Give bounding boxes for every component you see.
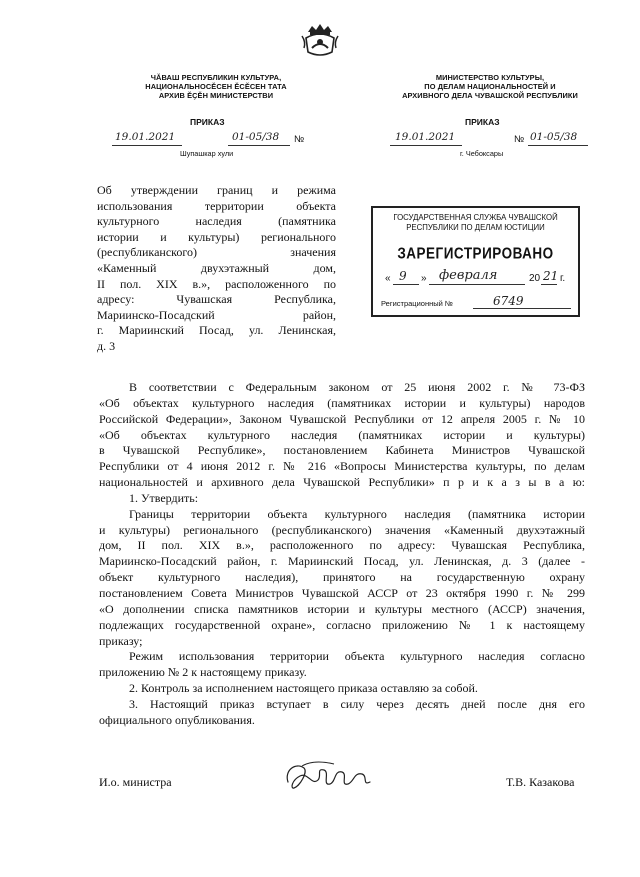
date-underline	[112, 145, 182, 146]
body-line: подлежащих государственной охране», согласно приложению № 1 к настоящему	[99, 617, 585, 632]
body-line: Мариинско-Посадский район, г. Мариинский Посад, ул. Ленинская, д. 3 (далее -	[99, 554, 585, 569]
header-line: АРХИВ ĔҪĔН МИНИСТЕРСТВИ	[158, 91, 274, 100]
body-line: приложению № 2 к настоящему приказу.	[99, 665, 307, 680]
ministry-header-russian	[377, 73, 603, 100]
body-line: Границы территории объекта культурного наследия (памятника истории	[129, 506, 585, 521]
body-line: В соответствии с Федеральным законом от 25 июня 2002 г. № 73-ФЗ	[129, 380, 585, 394]
body-line: постановлением Совета Министров Чувашской АССР от 23 октября 1990 г. № 299	[99, 585, 585, 600]
subject-line: г. Мариинский Посад, ул. Ленинская,	[97, 323, 336, 338]
header-line: ПО ДЕЛАМ НАЦИОНАЛЬНОСТЕЙ И	[424, 82, 556, 91]
order-number-handwritten: 01-05/38	[232, 131, 280, 143]
stamp-date	[383, 268, 573, 289]
stamp-regnum-underline	[473, 308, 571, 309]
body-line: «О дополнении списка памятников истории и культуры местного (АССР) значения,	[99, 601, 585, 616]
stamp-regnum-label: Регистрационный №	[381, 299, 453, 308]
stamp-authority-line: РЕСПУБЛИКИ ПО ДЕЛАМ ЮСТИЦИИ	[406, 223, 545, 232]
header-line: МИНИСТЕРСТВО КУЛЬТУРЫ,	[435, 73, 545, 82]
ministry-header-chuvash	[118, 73, 314, 100]
subject-line: Об утверждении границ и режима	[97, 183, 336, 197]
body-line: «Об объектах культурного наследия (памятниках истории и культуры)	[99, 427, 585, 442]
body-line: официального опубликования.	[99, 712, 255, 727]
body-line: дом, II пол. XIX в.», расположенного по адресу: Чувашская Республика,	[99, 538, 585, 553]
subject-line: адресу: Чувашская Республика,	[97, 292, 336, 307]
stamp-day-underline	[393, 284, 419, 285]
body-line: и культуры) регионального (республиканского) значения «Каменный двухэтажный	[99, 522, 585, 537]
header-line: ЧĂВАШ РЕСПУБЛИКИН КУЛЬТУРА,	[150, 73, 282, 82]
stamp-regnum-value: 6749	[493, 294, 524, 308]
order-date-handwritten: 19.01.2021	[395, 131, 456, 143]
republic-emblem-icon	[300, 18, 340, 58]
signatory-position: И.о. министра	[99, 775, 172, 789]
body-line: Республики от 4 июня 2012 г. № 216 «Вопросы Министерства культуры, по делам	[99, 459, 585, 474]
stamp-quote-close: »	[421, 273, 427, 284]
number-underline	[228, 145, 290, 146]
body-line: национальностей и архивного дела Чувашской Республики» п р и к а з ы в а ю:	[99, 475, 585, 490]
stamp-month-underline	[429, 284, 525, 285]
body-item: 2. Контроль за исполнением настоящего приказа оставляю за собой.	[129, 681, 478, 696]
stamp-year-letter: г.	[560, 273, 566, 284]
order-place-russian: г. Чебоксары	[460, 149, 504, 158]
body-line: «Об объектах культурного наследия (памятниках истории и культуры) народов	[99, 395, 585, 410]
subject-line: использования территории объекта	[97, 198, 336, 213]
stamp-day: 9	[399, 269, 407, 283]
order-date-handwritten: 19.01.2021	[115, 131, 176, 143]
order-body	[99, 380, 585, 729]
stamp-year-suffix: 21	[543, 269, 559, 283]
body-line: объект культурного наследия), принятого на государственную охрану	[99, 570, 585, 585]
stamp-registration-number	[381, 296, 576, 312]
body-line: приказу;	[99, 633, 143, 648]
subject-line: Мариинско-Посадский район,	[97, 307, 336, 322]
subject-line: «Каменный двухэтажный дом,	[97, 260, 336, 275]
body-line: Режим использования территории объекта культурного наследия согласно	[129, 649, 585, 664]
subject-line: истории и культуры) регионального	[97, 229, 336, 244]
order-place-chuvash: Шупашкар хули	[180, 149, 234, 158]
stamp-month: февраля	[439, 268, 498, 283]
handwritten-signature-icon	[282, 756, 378, 796]
body-line: 3. Настоящий приказ вступает в силу через десять дней после дня его	[129, 696, 585, 711]
order-title-chuvash: ПРИКАЗ	[190, 117, 225, 127]
stamp-authority-line: ГОСУДАРСТВЕННАЯ СЛУЖБА ЧУВАШСКОЙ	[393, 213, 558, 222]
number-underline	[528, 145, 588, 146]
body-item: 1. Утвердить:	[129, 490, 199, 505]
body-line: в Чувашской Республике», постановлением Кабинета Министров Чувашской	[99, 443, 585, 458]
subject-line: II пол. XIX в.», расположенного по	[97, 276, 336, 291]
subject-line: культурного наследия (памятника	[97, 214, 336, 229]
date-underline	[390, 145, 462, 146]
header-line: НАЦИОНАЛЬНОСĔСЕН ĔСĔСЕН ТАТА	[145, 82, 287, 91]
order-title-russian: ПРИКАЗ	[465, 117, 500, 127]
number-sign: №	[514, 134, 525, 145]
stamp-registered-label: ЗАРЕГИСТРИРОВАНО	[397, 244, 554, 263]
stamp-quote-open: «	[385, 273, 391, 284]
order-number-handwritten: 01-05/38	[530, 131, 578, 143]
order-subject	[97, 183, 336, 355]
subject-line: д. 3	[97, 338, 116, 353]
body-line: Российской Федерации», Законом Чувашской Республики от 12 апреля 2005 г. № 10	[99, 411, 585, 426]
stamp-year-underline	[541, 284, 557, 285]
header-line: АРХИВНОГО ДЕЛА ЧУВАШСКОЙ РЕСПУБЛИКИ	[402, 91, 578, 100]
stamp-authority	[373, 213, 578, 233]
stamp-year-prefix: 20	[529, 273, 541, 284]
signatory-name: Т.В. Казакова	[506, 775, 575, 789]
subject-line: (республиканского) значения	[97, 245, 336, 260]
registration-stamp	[371, 206, 580, 317]
number-sign: №	[294, 134, 305, 145]
